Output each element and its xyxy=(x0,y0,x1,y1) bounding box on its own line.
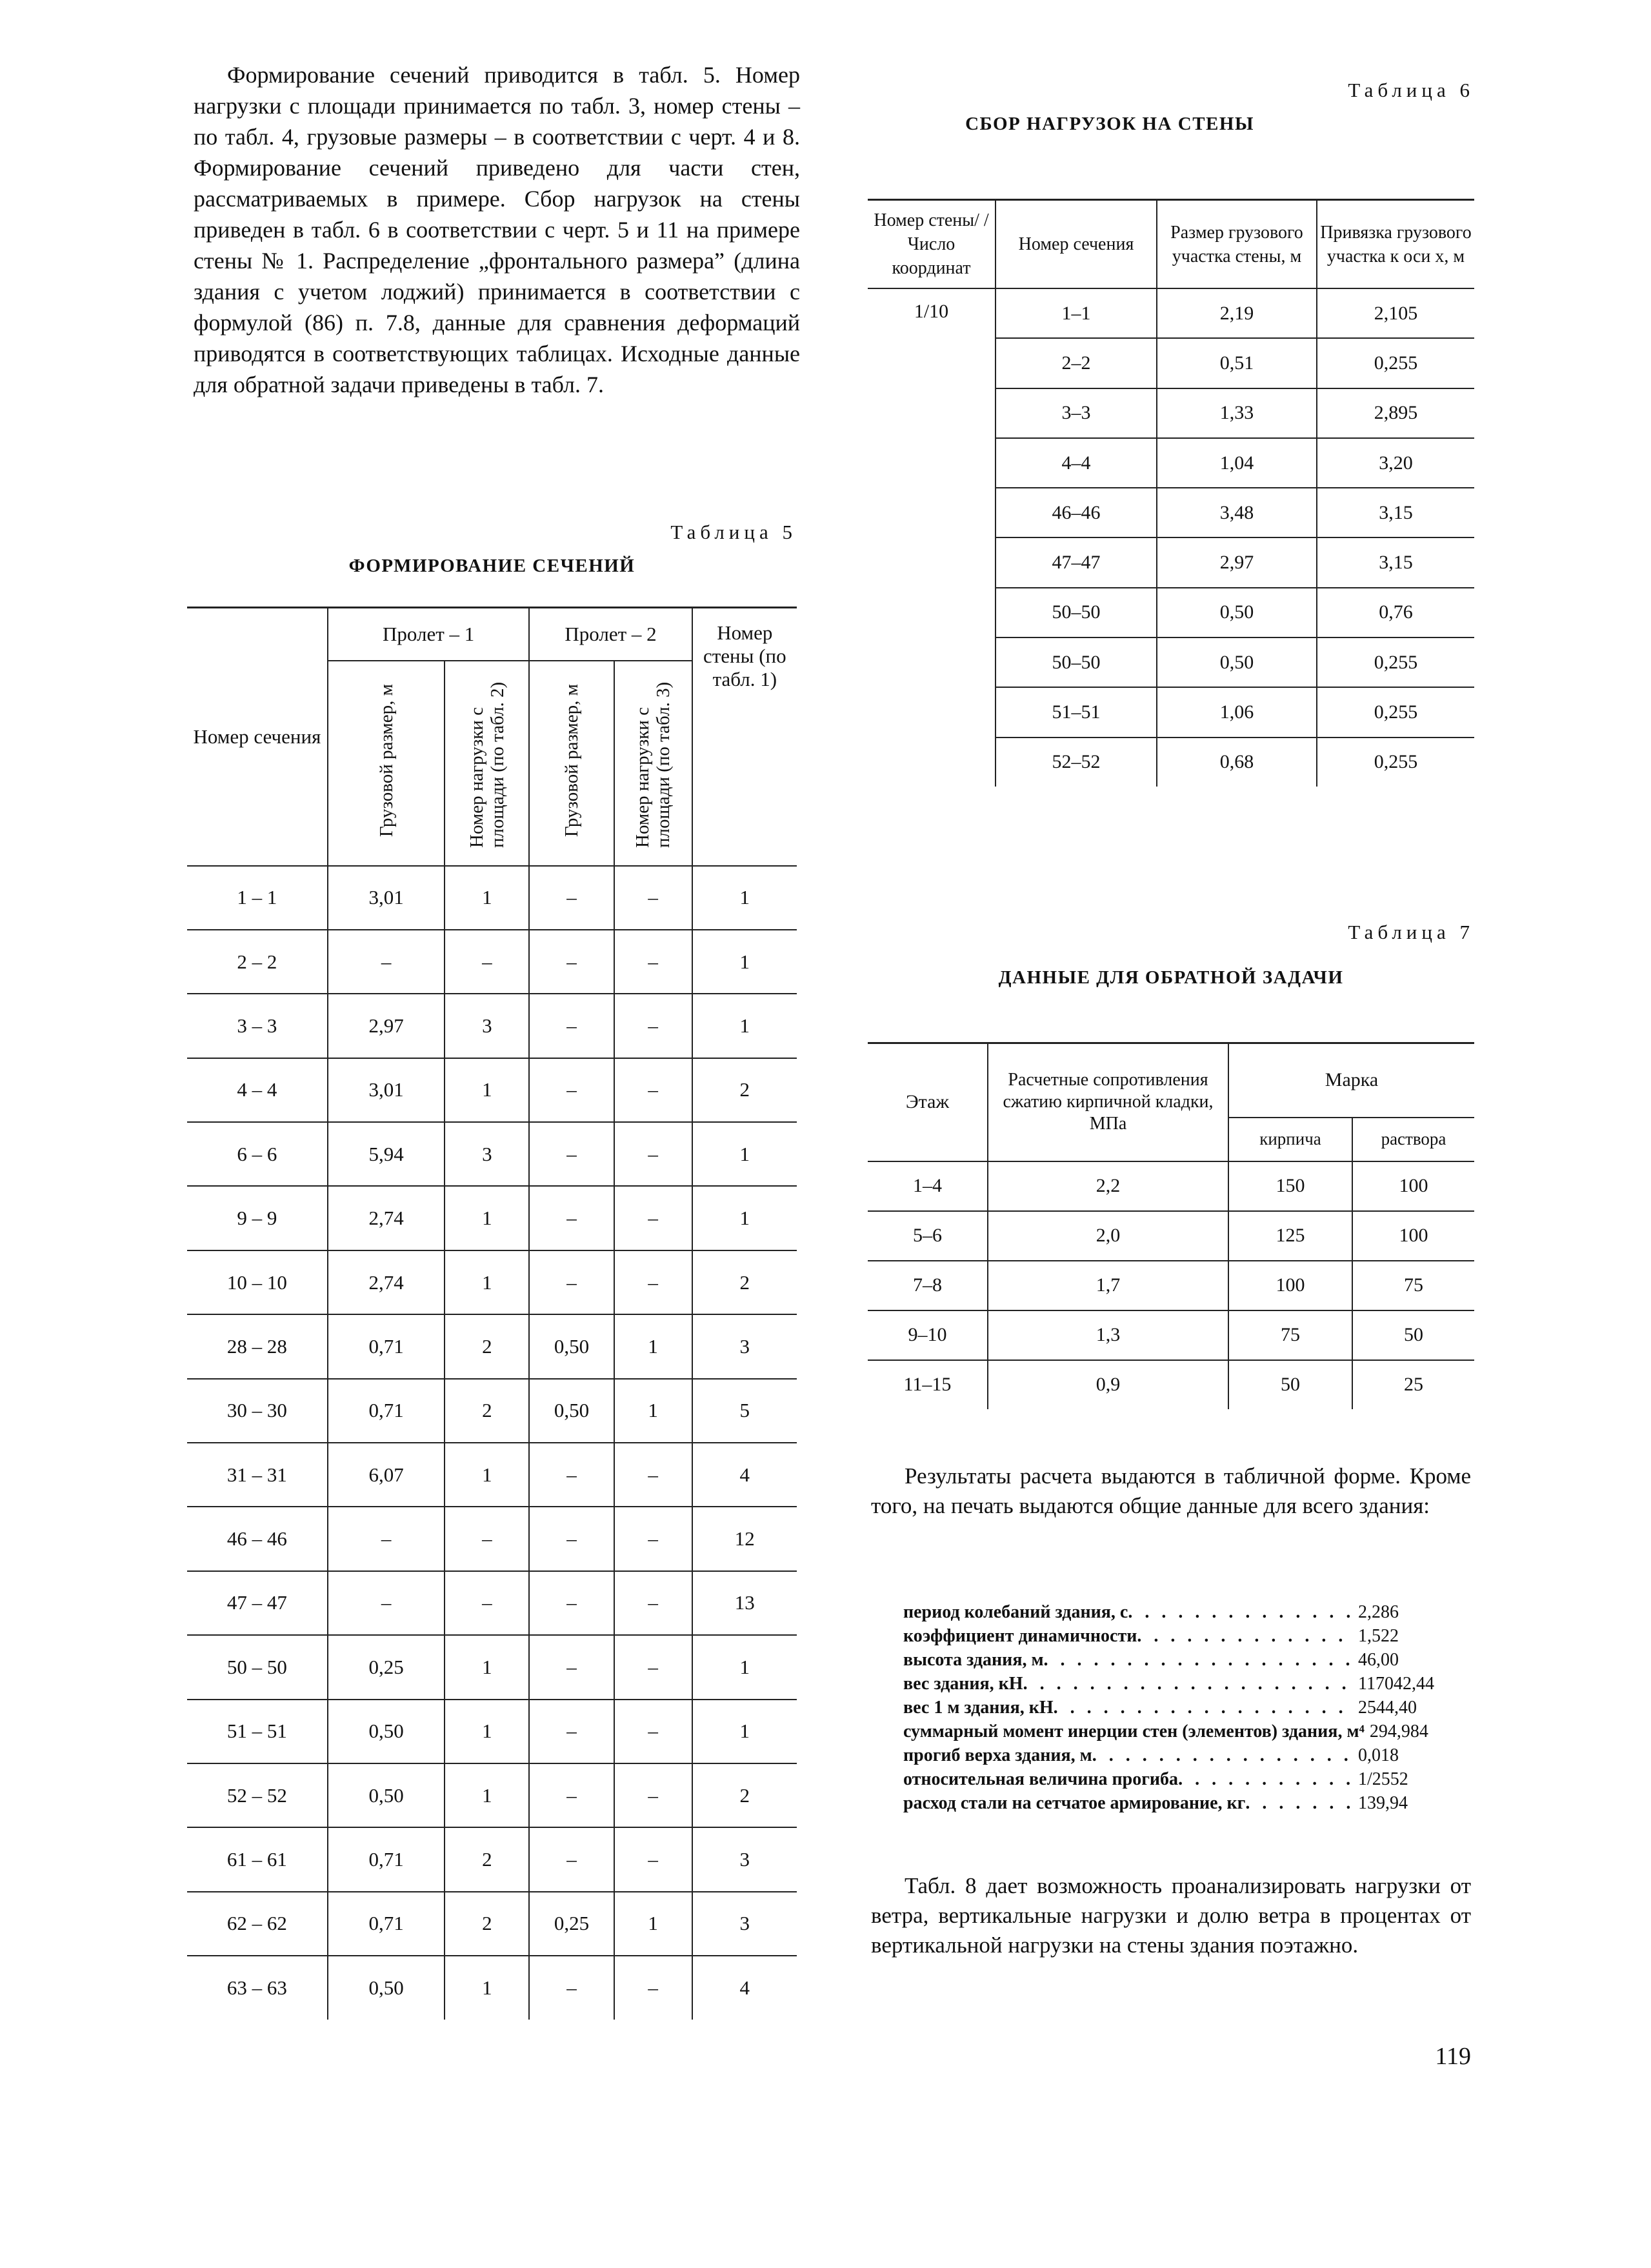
table6-cell-anchor: 2,105 xyxy=(1317,288,1474,338)
table6-cell-section: 51–51 xyxy=(996,687,1157,737)
table7-title: ДАННЫЕ ДЛЯ ОБРАТНОЙ ЗАДАЧИ xyxy=(998,967,1344,988)
table5-cell-section: 6 – 6 xyxy=(187,1122,328,1186)
table5-cell-section: 2 – 2 xyxy=(187,930,328,994)
table7-caption xyxy=(868,919,1474,990)
table5-cell-load-no-1: 2 xyxy=(445,1314,529,1378)
table5-cell-section: 4 – 4 xyxy=(187,1058,328,1122)
table5-title: ФОРМИРОВАНИЕ СЕЧЕНИЙ xyxy=(348,556,635,576)
table5-cell-load-no-2: – xyxy=(614,1763,692,1827)
table5-cell-load-no-2: – xyxy=(614,1956,692,2019)
table7-cell-brick: 75 xyxy=(1228,1310,1352,1360)
table5-cell-cargo-size-2: – xyxy=(529,1571,614,1635)
table6-cell-section: 50–50 xyxy=(996,588,1157,637)
table5 xyxy=(187,607,797,2020)
table5-subheader-cargo-size-2 xyxy=(529,661,614,866)
summary-label: относительная величина прогиба xyxy=(903,1769,1179,1789)
summary-label: суммарный момент инерции стен (элементов) здания, м⁴ xyxy=(903,1721,1365,1741)
table7-cell-floor: 5–6 xyxy=(868,1211,988,1261)
table5-cell-wall: 4 xyxy=(692,1443,797,1507)
table5-cell-wall: 1 xyxy=(692,1122,797,1186)
table-row xyxy=(187,1186,797,1250)
table7-header-floor: Этаж xyxy=(868,1043,988,1161)
table7-cell-resistance: 1,7 xyxy=(988,1261,1228,1310)
table5-cell-load-no-1: 3 xyxy=(445,1122,529,1186)
table6 xyxy=(868,199,1474,787)
table6-cell-section: 1–1 xyxy=(996,288,1157,338)
table6-cell-anchor: 3,20 xyxy=(1317,438,1474,488)
table7-cell-mortar: 100 xyxy=(1352,1161,1474,1211)
table6-cell-anchor: 0,255 xyxy=(1317,338,1474,388)
table5-cell-load-no-1: – xyxy=(445,930,529,994)
table7-cell-mortar: 100 xyxy=(1352,1211,1474,1261)
table5-cell-cargo-size-1: 3,01 xyxy=(328,866,445,930)
table7 xyxy=(868,1042,1474,1409)
table5-cell-load-no-1: 1 xyxy=(445,1186,529,1250)
summary-item xyxy=(903,1624,1465,1648)
dot-leader xyxy=(1092,1743,1353,1767)
table-row xyxy=(868,1211,1474,1261)
table5-cell-wall: 3 xyxy=(692,1827,797,1891)
table5-cell-section: 61 – 61 xyxy=(187,1827,328,1891)
table5-header-section: Номер сечения xyxy=(187,608,328,866)
table-row xyxy=(187,994,797,1058)
table7-header-grade: Марка xyxy=(1228,1043,1474,1118)
table-row xyxy=(187,1379,797,1443)
table5-cell-cargo-size-2: – xyxy=(529,1443,614,1507)
table7-cell-floor: 11–15 xyxy=(868,1360,988,1409)
table5-cell-cargo-size-2: – xyxy=(529,1763,614,1827)
table5-cell-load-no-1: 3 xyxy=(445,994,529,1058)
summary-item xyxy=(903,1791,1465,1815)
table-row xyxy=(187,1956,797,2019)
table5-cell-wall: 4 xyxy=(692,1956,797,2019)
table5-cell-section: 1 – 1 xyxy=(187,866,328,930)
table5-cell-load-no-2: – xyxy=(614,1058,692,1122)
table5-cell-load-no-1: 1 xyxy=(445,1635,529,1699)
table5-cell-load-no-2: – xyxy=(614,1250,692,1314)
summary-label: прогиб верха здания, м xyxy=(903,1745,1092,1765)
table5-header-wall: Номер стены (по табл. 1) xyxy=(692,608,797,866)
closing-paragraph: Табл. 8 дает возможность проанализировать нагрузки от ветра, вертикальные нагрузки и долю ветра в процентах от вертикальной нагрузки на стены здания поэтажно. xyxy=(871,1873,1471,1958)
table6-cell-anchor: 0,255 xyxy=(1317,738,1474,787)
table5-cell-load-no-2: – xyxy=(614,930,692,994)
table5-cell-load-no-1: 2 xyxy=(445,1892,529,1956)
table5-cell-load-no-1: 1 xyxy=(445,1058,529,1122)
table5-cell-load-no-2: – xyxy=(614,866,692,930)
table7-body xyxy=(868,1161,1474,1409)
table7-cell-floor: 1–4 xyxy=(868,1161,988,1211)
table5-cell-cargo-size-2: – xyxy=(529,994,614,1058)
table5-cell-section: 9 – 9 xyxy=(187,1186,328,1250)
table5-cell-cargo-size-2: – xyxy=(529,1635,614,1699)
table7-header-brick: кирпича xyxy=(1228,1118,1352,1161)
table5-header-span1: Пролет – 1 xyxy=(328,608,530,661)
table5-cell-cargo-size-1: 2,74 xyxy=(328,1186,445,1250)
table5-cell-section: 46 – 46 xyxy=(187,1507,328,1571)
table5-cell-wall: 1 xyxy=(692,1186,797,1250)
dot-leader xyxy=(1054,1696,1353,1720)
summary-item xyxy=(903,1743,1465,1767)
table5-number: Таблица 5 xyxy=(670,521,797,543)
results-paragraph: Результаты расчета выдаются в табличной форме. Кроме того, на печать выдаются общие данные для всего здания: xyxy=(871,1463,1471,1518)
summary-value: 139,94 xyxy=(1358,1793,1408,1813)
table7-cell-mortar: 50 xyxy=(1352,1310,1474,1360)
table5-cell-wall: 1 xyxy=(692,930,797,994)
table5-cell-section: 28 – 28 xyxy=(187,1314,328,1378)
table6-header-section: Номер сечения xyxy=(996,200,1157,289)
table5-subheader-cargo-size-1 xyxy=(328,661,445,866)
table5-subheader-load-no-2-text: Номер нагрузки с площади (по табл. 3) xyxy=(632,681,674,848)
summary-item xyxy=(903,1720,1465,1743)
table-row xyxy=(187,1763,797,1827)
table6-cell-size: 1,33 xyxy=(1157,388,1317,438)
table5-cell-wall: 2 xyxy=(692,1763,797,1827)
table5-cell-load-no-2: – xyxy=(614,1443,692,1507)
table-row xyxy=(868,1310,1474,1360)
table6-cell-section: 46–46 xyxy=(996,488,1157,537)
table5-cell-cargo-size-1: – xyxy=(328,1507,445,1571)
table-row xyxy=(868,1161,1474,1211)
table5-cell-cargo-size-2: – xyxy=(529,1700,614,1763)
table5-cell-cargo-size-1: 2,74 xyxy=(328,1250,445,1314)
table5-cell-cargo-size-1: 0,71 xyxy=(328,1314,445,1378)
table-row xyxy=(187,930,797,994)
table7-header-mortar: раствора xyxy=(1352,1118,1474,1161)
summary-label: вес здания, кН xyxy=(903,1674,1023,1694)
table-row xyxy=(187,1250,797,1314)
table5-cell-load-no-1: 2 xyxy=(445,1827,529,1891)
table5-cell-section: 47 – 47 xyxy=(187,1571,328,1635)
summary-label: вес 1 м здания, кН xyxy=(903,1698,1054,1718)
summary-value: 294,984 xyxy=(1369,1721,1428,1741)
table6-title: СБОР НАГРУЗОК НА СТЕНЫ xyxy=(965,114,1254,134)
summary-value: 2544,40 xyxy=(1358,1698,1417,1718)
table6-body xyxy=(868,288,1474,787)
summary-value: 1/2552 xyxy=(1358,1769,1408,1789)
table-row xyxy=(187,1058,797,1122)
table5-cell-load-no-2: – xyxy=(614,1827,692,1891)
table5-cell-cargo-size-1: 5,94 xyxy=(328,1122,445,1186)
table5-cell-cargo-size-1: – xyxy=(328,1571,445,1635)
summary-label: расход стали на сетчатое армирование, кг xyxy=(903,1793,1246,1813)
table6-cell-size: 2,19 xyxy=(1157,288,1317,338)
table6-cell-section: 50–50 xyxy=(996,637,1157,687)
table5-cell-cargo-size-1: 2,97 xyxy=(328,994,445,1058)
table5-cell-load-no-2: – xyxy=(614,1507,692,1571)
table6-cell-anchor: 0,76 xyxy=(1317,588,1474,637)
table6-cell-section: 47–47 xyxy=(996,537,1157,587)
table-row xyxy=(187,1443,797,1507)
table6-cell-section: 4–4 xyxy=(996,438,1157,488)
table5-cell-cargo-size-2: 0,25 xyxy=(529,1892,614,1956)
dot-leader xyxy=(1245,1791,1353,1815)
table5-cell-cargo-size-2: 0,50 xyxy=(529,1314,614,1378)
table7-cell-brick: 125 xyxy=(1228,1211,1352,1261)
table5-cell-wall: 1 xyxy=(692,994,797,1058)
dot-leader xyxy=(1128,1600,1353,1624)
table7-cell-resistance: 1,3 xyxy=(988,1310,1228,1360)
table7-cell-brick: 50 xyxy=(1228,1360,1352,1409)
table5-cell-load-no-1: 1 xyxy=(445,1700,529,1763)
table5-cell-wall: 1 xyxy=(692,1700,797,1763)
table5-cell-cargo-size-2: – xyxy=(529,1507,614,1571)
table6-header-size: Размер грузового участка стены, м xyxy=(1157,200,1317,289)
table5-subheader-load-no-1 xyxy=(445,661,529,866)
table6-cell-anchor: 0,255 xyxy=(1317,637,1474,687)
table5-cell-cargo-size-1: 0,50 xyxy=(328,1956,445,2019)
table5-subheader-cargo-size-2-text: Грузовой размер, м xyxy=(561,683,583,838)
table5-cell-cargo-size-2: 0,50 xyxy=(529,1379,614,1443)
table5-cell-load-no-1: 1 xyxy=(445,1250,529,1314)
table6-cell-size: 1,04 xyxy=(1157,438,1317,488)
table5-cell-load-no-2: – xyxy=(614,994,692,1058)
table6-number: Таблица 6 xyxy=(1348,79,1474,101)
table5-cell-wall: 2 xyxy=(692,1250,797,1314)
table6-cell-size: 0,51 xyxy=(1157,338,1317,388)
table5-subheader-cargo-size-1-text: Грузовой размер, м xyxy=(375,683,397,838)
table6-cell-section: 3–3 xyxy=(996,388,1157,438)
table6-cell-size: 0,68 xyxy=(1157,738,1317,787)
table7-cell-floor: 7–8 xyxy=(868,1261,988,1310)
table-row xyxy=(868,288,1474,338)
table5-cell-section: 3 – 3 xyxy=(187,994,328,1058)
summary-item xyxy=(903,1696,1465,1720)
table6-cell-wall: 1/10 xyxy=(868,288,996,787)
table5-subheader-load-no-1-text: Номер нагрузки с площади (по табл. 2) xyxy=(466,681,508,848)
table5-cell-cargo-size-1: 0,71 xyxy=(328,1827,445,1891)
table-row xyxy=(187,866,797,930)
table5-header-span2: Пролет – 2 xyxy=(529,608,692,661)
table5-cell-load-no-2: 1 xyxy=(614,1892,692,1956)
table6-cell-anchor: 3,15 xyxy=(1317,537,1474,587)
table5-cell-cargo-size-1: 3,01 xyxy=(328,1058,445,1122)
table5-cell-wall: 12 xyxy=(692,1507,797,1571)
summary-item xyxy=(903,1600,1465,1624)
table5-cell-section: 10 – 10 xyxy=(187,1250,328,1314)
table7-cell-resistance: 0,9 xyxy=(988,1360,1228,1409)
table6-cell-size: 0,50 xyxy=(1157,637,1317,687)
table5-cell-cargo-size-1: 0,25 xyxy=(328,1635,445,1699)
table5-cell-section: 30 – 30 xyxy=(187,1379,328,1443)
results-block xyxy=(871,1461,1471,1521)
table5-cell-cargo-size-2: – xyxy=(529,1956,614,2019)
table5-cell-load-no-2: – xyxy=(614,1700,692,1763)
table-row xyxy=(187,1122,797,1186)
table6-cell-size: 3,48 xyxy=(1157,488,1317,537)
table5-cell-section: 31 – 31 xyxy=(187,1443,328,1507)
summary-list xyxy=(903,1600,1465,1815)
dot-leader xyxy=(1178,1767,1353,1791)
table-row xyxy=(187,1571,797,1635)
summary-value: 1,522 xyxy=(1358,1626,1399,1646)
table5-cell-load-no-1: 1 xyxy=(445,1443,529,1507)
table5-cell-cargo-size-1: 6,07 xyxy=(328,1443,445,1507)
table6-cell-anchor: 0,255 xyxy=(1317,687,1474,737)
table5-cell-load-no-1: 1 xyxy=(445,1956,529,2019)
table5-cell-load-no-2: – xyxy=(614,1186,692,1250)
table6-header-wall: Номер стены/ /Число координат xyxy=(868,200,996,289)
table5-cell-cargo-size-2: – xyxy=(529,930,614,994)
table5-cell-section: 62 – 62 xyxy=(187,1892,328,1956)
table6-cell-section: 52–52 xyxy=(996,738,1157,787)
table5-cell-cargo-size-1: 0,50 xyxy=(328,1763,445,1827)
table7-cell-mortar: 75 xyxy=(1352,1261,1474,1310)
table5-cell-cargo-size-2: – xyxy=(529,866,614,930)
table7-number: Таблица 7 xyxy=(1348,921,1474,943)
table5-cell-cargo-size-1: 0,50 xyxy=(328,1700,445,1763)
table5-cell-wall: 13 xyxy=(692,1571,797,1635)
table5-cell-load-no-2: 1 xyxy=(614,1314,692,1378)
table5-cell-cargo-size-1: 0,71 xyxy=(328,1892,445,1956)
table5-cell-section: 63 – 63 xyxy=(187,1956,328,2019)
summary-item xyxy=(903,1672,1465,1696)
table5-body xyxy=(187,866,797,2020)
table6-caption xyxy=(868,77,1474,137)
table6-header-anchor: Привязка грузового участка к оси x, м xyxy=(1317,200,1474,289)
table6-cell-size: 2,97 xyxy=(1157,537,1317,587)
table-row xyxy=(187,1507,797,1571)
intro-block xyxy=(194,59,800,400)
table5-cell-load-no-1: 1 xyxy=(445,866,529,930)
table-row xyxy=(187,1635,797,1699)
table5-cell-cargo-size-2: – xyxy=(529,1058,614,1122)
table-row xyxy=(187,1892,797,1956)
dot-leader xyxy=(1023,1672,1353,1696)
table5-cell-wall: 3 xyxy=(692,1314,797,1378)
table-row xyxy=(187,1700,797,1763)
table5-subheader-load-no-2 xyxy=(614,661,692,866)
table7-cell-mortar: 25 xyxy=(1352,1360,1474,1409)
table5-cell-load-no-1: – xyxy=(445,1571,529,1635)
summary-item xyxy=(903,1648,1465,1672)
table5-cell-load-no-1: 1 xyxy=(445,1763,529,1827)
table5-cell-wall: 1 xyxy=(692,866,797,930)
table5-cell-section: 52 – 52 xyxy=(187,1763,328,1827)
table5-cell-wall: 5 xyxy=(692,1379,797,1443)
summary-value: 117042,44 xyxy=(1358,1674,1434,1694)
summary-item xyxy=(903,1767,1465,1791)
table6-cell-anchor: 2,895 xyxy=(1317,388,1474,438)
closing-block xyxy=(871,1871,1471,1960)
summary-label: период колебаний здания, с xyxy=(903,1602,1128,1622)
table5-cell-load-no-1: – xyxy=(445,1507,529,1571)
table6-cell-anchor: 3,15 xyxy=(1317,488,1474,537)
table5-cell-load-no-2: 1 xyxy=(614,1379,692,1443)
table5-cell-cargo-size-2: – xyxy=(529,1250,614,1314)
summary-value: 46,00 xyxy=(1358,1650,1399,1670)
summary-value: 2,286 xyxy=(1358,1602,1399,1622)
table-row xyxy=(868,1360,1474,1409)
table5-cell-cargo-size-2: – xyxy=(529,1827,614,1891)
table5-cell-wall: 2 xyxy=(692,1058,797,1122)
table6-cell-size: 0,50 xyxy=(1157,588,1317,637)
table5-cell-cargo-size-1: – xyxy=(328,930,445,994)
summary-value: 0,018 xyxy=(1358,1745,1399,1765)
table7-cell-brick: 150 xyxy=(1228,1161,1352,1211)
dot-leader xyxy=(1137,1624,1353,1648)
table7-header-resistance: Расчетные сопротивления сжатию кирпичной кладки, МПа xyxy=(988,1043,1228,1161)
table5-cell-load-no-2: – xyxy=(614,1571,692,1635)
table5-cell-load-no-2: – xyxy=(614,1635,692,1699)
table7-cell-brick: 100 xyxy=(1228,1261,1352,1310)
summary-label: высота здания, м xyxy=(903,1650,1044,1670)
table5-cell-cargo-size-2: – xyxy=(529,1122,614,1186)
table7-cell-resistance: 2,0 xyxy=(988,1211,1228,1261)
table-row xyxy=(868,1261,1474,1310)
table5-cell-load-no-2: – xyxy=(614,1122,692,1186)
summary-label: коэффициент динамичности xyxy=(903,1626,1137,1646)
table6-cell-section: 2–2 xyxy=(996,338,1157,388)
table5-cell-wall: 3 xyxy=(692,1892,797,1956)
table5-cell-section: 50 – 50 xyxy=(187,1635,328,1699)
intro-paragraph: Формирование сечений приводится в табл. 5. Номер нагрузки с площади принимается по табл. 3, номер стены – по табл. 4, грузовые размеры – в соответствии с черт. 4 и 8. Формирование сечений приведено для части стен, рассматриваемых в примере. Сбор нагрузок на стены приведен в табл. 6 в соответствии с черт. 5 и 11 на примере стены № 1. Распределение „фронтального размера” (длина здания с учетом лоджий) принимается в соответствии с формулой (86) п. 7.8, данные для сравнения деформаций приводятся в соответствующих таблицах. Исходные данные для обратной задачи приведены в табл. 7. xyxy=(194,62,800,397)
table5-cell-cargo-size-2: – xyxy=(529,1186,614,1250)
table6-cell-size: 1,06 xyxy=(1157,687,1317,737)
page-number: 119 xyxy=(1435,2043,1471,2070)
table5-caption xyxy=(187,519,797,579)
table-row xyxy=(187,1827,797,1891)
dot-leader xyxy=(1044,1648,1353,1672)
table7-cell-resistance: 2,2 xyxy=(988,1161,1228,1211)
table5-cell-section: 51 – 51 xyxy=(187,1700,328,1763)
table5-cell-load-no-1: 2 xyxy=(445,1379,529,1443)
table7-cell-floor: 9–10 xyxy=(868,1310,988,1360)
table5-cell-cargo-size-1: 0,71 xyxy=(328,1379,445,1443)
table-row xyxy=(187,1314,797,1378)
table5-cell-wall: 1 xyxy=(692,1635,797,1699)
